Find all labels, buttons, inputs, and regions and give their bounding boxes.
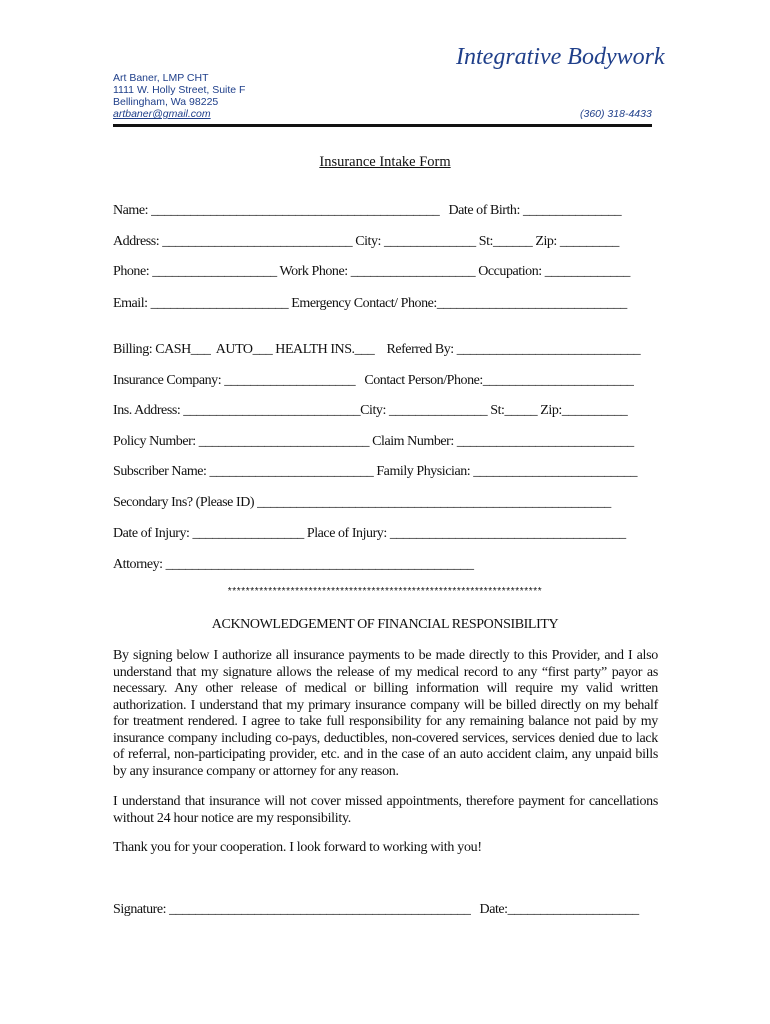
provider-name: Art Baner, LMP CHT xyxy=(113,72,209,84)
field-email[interactable]: Email: _____________________ Emergency Contact/ Phone:_____________________________ xyxy=(113,296,627,311)
provider-city: Bellingham, Wa 98225 xyxy=(113,96,219,108)
acknowledgement-heading: ACKNOWLEDGEMENT OF FINANCIAL RESPONSIBILITY xyxy=(211,617,559,632)
provider-email-link[interactable]: artbaner@gmail.com xyxy=(113,108,211,120)
field-address[interactable]: Address: _____________________________ City: ______________ St:______ Zip: _________ xyxy=(113,234,619,249)
field-phone[interactable]: Phone: ___________________ Work Phone: ___________________ Occupation: _____________ xyxy=(113,264,630,279)
field-injury[interactable]: Date of Injury: _________________ Place of Injury: ____________________________________ xyxy=(113,526,626,541)
field-secondary-ins[interactable]: Secondary Ins? (Please ID) ______________________________________________________ xyxy=(113,495,611,510)
brand-name: Integrative Bodywork xyxy=(456,44,665,70)
provider-street: 1111 W. Holly Street, Suite F xyxy=(113,84,246,96)
cancellation-paragraph: I understand that insurance will not cover missed appointments, therefore payment for cancellations without 24 hour notice are my responsibility. xyxy=(113,794,658,826)
field-name-dob[interactable]: Name: ____________________________________________ Date of Birth: _______________ xyxy=(113,203,622,218)
field-insurance-company[interactable]: Insurance Company: ____________________ Contact Person/Phone:_______________________ xyxy=(113,373,634,388)
section-separator: ********************************************************************** xyxy=(227,586,543,597)
field-policy-number[interactable]: Policy Number: __________________________ Claim Number: ___________________________ xyxy=(113,434,634,449)
provider-phone: (360) 318-4433 xyxy=(580,108,652,120)
acknowledgement-paragraph: By signing below I authorize all insurance payments to be made directly to this Provider, and I also understand that my signature allows the release of my medical record to any “first party” payor as necessary. Any other release of medical or billing information will require my valid written authorization. I understand that my primary insurance company will be billed directly on my behalf for treatment rendered. I agree to take full responsibility for any remaining balance not paid by my insurance company including co-pays, deductibles, non-covered services, services denied due to lack of referral, non-participating provider, etc. and in the case of an auto accident claim, any unpaid bills by any insurance company or attorney for any reason. xyxy=(113,648,658,779)
form-title: Insurance Intake Form xyxy=(319,154,451,170)
thank-you-text: Thank you for your cooperation. I look forward to working with you! xyxy=(113,840,482,855)
field-subscriber-name[interactable]: Subscriber Name: _________________________ Family Physician: _________________________ xyxy=(113,464,637,479)
signature-date-field[interactable]: Signature: ______________________________________________ Date:____________________ xyxy=(113,902,639,917)
header-divider xyxy=(113,124,652,127)
field-attorney[interactable]: Attorney: _______________________________________________ xyxy=(113,557,474,572)
field-billing[interactable]: Billing: CASH___ AUTO___ HEALTH INS.___ Referred By: ____________________________ xyxy=(113,342,641,357)
field-ins-address[interactable]: Ins. Address: ___________________________City: _______________ St:_____ Zip:__________ xyxy=(113,403,628,418)
